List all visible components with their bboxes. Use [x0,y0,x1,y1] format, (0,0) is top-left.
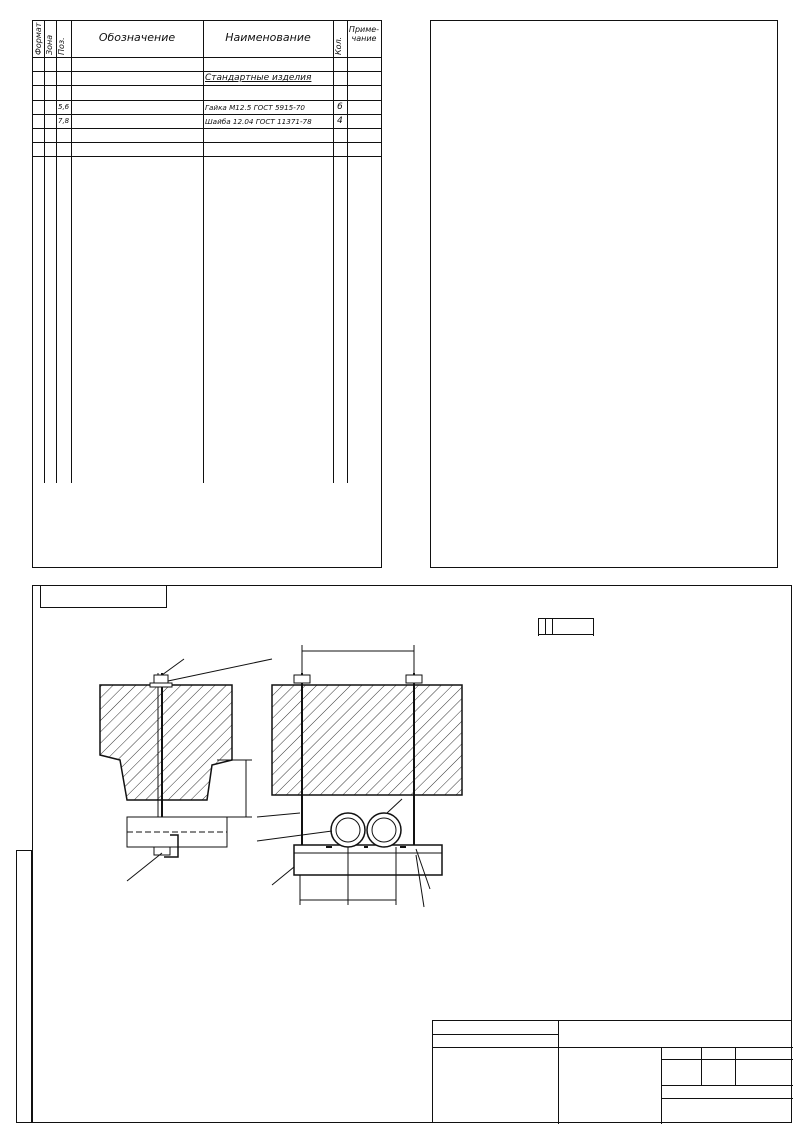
spec-cell-name: Гайка М12.5 ГОСТ 5915-70 [205,102,305,112]
spec-cell-name: Шайба 12.04 ГОСТ 11371-78 [205,116,312,126]
spec-header-name: Наименование [225,33,311,42]
spec-row-line [33,156,381,157]
title-block [432,1020,792,1123]
slab-left [100,685,232,800]
nut-left-top [154,675,168,683]
sizes-table [538,618,594,635]
spec-row-line [33,85,381,86]
spec-col-divider [44,21,45,483]
spec-cell-qty: 4 [337,115,343,126]
spec-header-designation: Обозначение [98,33,176,42]
sizes-table-header-mass [553,619,594,635]
spec-col-divider [56,21,57,483]
bottom-side-stamp [16,850,32,1123]
spec-cell-qty: 6 [337,101,343,112]
spec-header-pos: Поз. [57,37,66,55]
spec-header-qty: Кол. [334,36,343,55]
spec-header-format: Формат [34,22,43,55]
spec-cell-pos: 5,6 [58,102,70,111]
spec-cell-name: Стандартные изделия [205,73,312,84]
spec-col-divider [347,21,348,483]
spec-row-line [33,128,381,129]
spec-row-line [33,142,381,143]
slab-right [272,685,462,795]
spec-header-note: Приме-чание [348,25,380,43]
spec-col-divider [71,21,72,483]
sizes-table-header-sizes [546,619,553,635]
spec-sheet-right [430,20,778,568]
spec-sheet-left [32,20,382,568]
spec-cell-pos: 7,8 [58,116,70,125]
sizes-table-header-designation [539,619,546,635]
spec-col-divider [203,21,204,483]
spec-header-zone: Зона [45,34,54,55]
spec-col-divider [333,21,334,483]
